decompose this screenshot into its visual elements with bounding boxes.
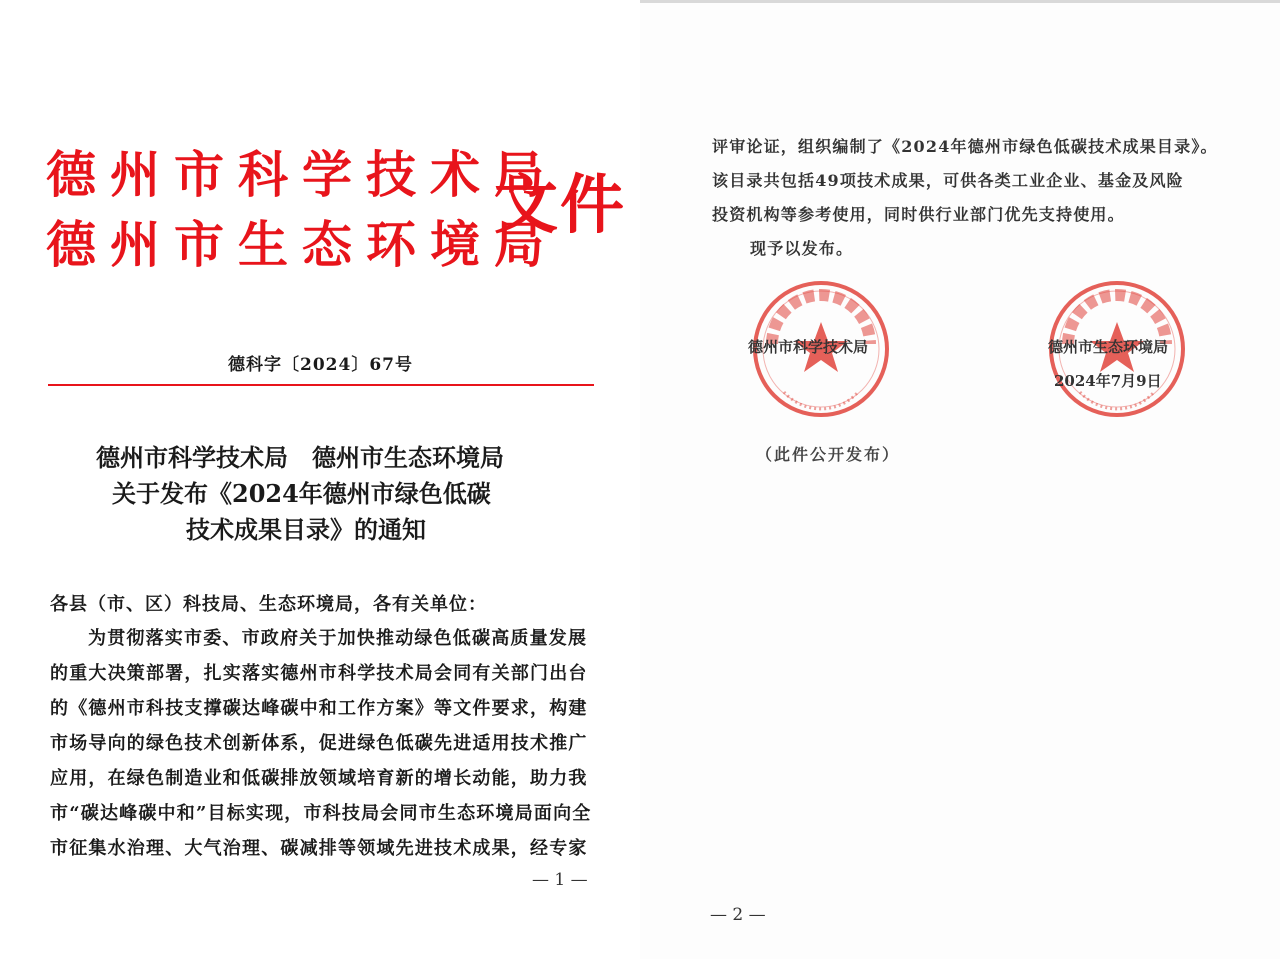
body-paragraph-line: 投资机构等参考使用，同时供行业部门优先支持使用。 (712, 205, 1125, 224)
header-issuer-science-bureau: 德州市科学技术局 (46, 145, 558, 204)
header-document-label: 文件 (494, 168, 626, 243)
body-paragraph-line: 现予以发布。 (750, 239, 854, 258)
body-paragraph-line: 市征集水治理、大气治理、碳减排等领域先进技术成果，经专家 (50, 838, 588, 859)
salutation: 各县（市、区）科技局、生态环境局，各有关单位： (50, 594, 487, 615)
notice-title-line-3: 技术成果目录》的通知 (186, 515, 426, 544)
body-paragraph-line: 市场导向的绿色技术创新体系，促进绿色低碳先进适用技术推广 (50, 733, 588, 754)
body-paragraph-line: 的重大决策部署，扎实落实德州市科学技术局会同有关部门出台 (50, 663, 588, 684)
body-paragraph-line: 应用，在绿色制造业和低碳排放领域培育新的增长动能，助力我 (50, 768, 588, 789)
body-paragraph-line: 的《德州市科技支撑碳达峰碳中和工作方案》等文件要求，构建 (50, 698, 588, 719)
page-number: — 1 — (532, 870, 588, 890)
notice-title-line-2: 关于发布《2024年德州市绿色低碳 (112, 479, 491, 508)
body-paragraph-line: 该目录共包括49项技术成果，可供各类工业企业、基金及风险 (712, 171, 1184, 190)
page-number: — 2 — (710, 905, 766, 925)
body-paragraph-line: 为贯彻落实市委、市政府关于加快推动绿色低碳高质量发展 (88, 628, 588, 649)
signatory-ecology-bureau: 德州市生态环境局 (1048, 338, 1169, 356)
signatory-science-bureau: 德州市科学技术局 (748, 338, 869, 356)
body-paragraph-line: 评审论证，组织编制了《2024年德州市绿色低碳技术成果目录》。 (712, 137, 1218, 156)
header-issuer-ecology-bureau: 德州市生态环境局 (46, 215, 558, 274)
notice-title-line-1: 德州市科学技术局 德州市生态环境局 (96, 443, 504, 472)
document-number: 德科字〔2024〕67号 (228, 355, 413, 375)
issue-date: 2024年7月9日 (1054, 372, 1162, 390)
public-release-note: （此件公开发布） (756, 445, 901, 464)
body-paragraph-line: 市“碳达峰碳中和”目标实现，市科技局会同市生态环境局面向全 (50, 803, 592, 824)
red-divider-line (48, 384, 594, 386)
